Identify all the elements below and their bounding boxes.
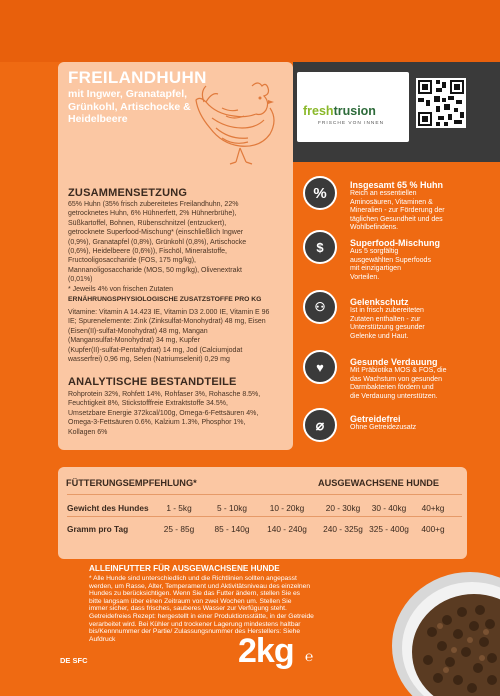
weight-row-label: Gewicht des Hundes — [67, 503, 149, 513]
feature-title: Getreidefrei — [350, 414, 401, 424]
top-strip — [0, 0, 500, 62]
feature-title: Superfood-Mischung — [350, 238, 440, 248]
feature-text: Reich an essentiellen Aminosäuren, Vitaminen & Mineralien - zur Förderung der täglichen Gesundheit und des Wohlbefindens. — [350, 190, 445, 232]
weight-cell: 20 - 30kg — [325, 503, 361, 513]
qr-code[interactable] — [416, 78, 466, 128]
grams-cell: 400+g — [421, 524, 445, 534]
grams-cell: 140 - 240g — [267, 524, 307, 534]
feature-text: Ist in frisch zubereiteten Zutaten enthalten - zur Unterstützung gesunder Gelenke und Haut. — [350, 307, 425, 340]
digestion-icon: ♥ — [303, 350, 337, 384]
feature-title: Insgesamt 65 % Huhn — [350, 180, 444, 190]
composition-text: 65% Huhn (35% frisch zubereitetes Freilandhuhn, 22% getrocknetes Huhn, 6% Hühnerfett, 2% Hühnerbrühe), Süßkartoffel, Bohnen, Rübenschnitzel (entzuckert), getrocknete Superfood-Mischung* (einschließlich Ingwer (0,9%), Granatapfel (0,8%), Grünkohl (0,8%), Artischocke (0,6%), Heidelbeere (0,6%)), Fischöl, Mineralstoffe, Fructooligosaccharide (FOS, 175 mg/kg), Mannanoligosaccharide (MOS, 50 mg/kg), Olivenextrakt (0,01%) * Jeweils 4% von frischen Zutaten — [68, 201, 247, 293]
analytics-text: Rohprotein 32%, Rohfett 14%, Rohfaser 3%, Rohasche 8.5%, Feuchtigkeit 8%, Stickstofffreie Extraktstoffe 34.5%, Umsetzbare Energie 372kcal/100g, Omega-6-Fettsäuren 4%, Omega-3-Fettsäuren 0.6%, Kalzium 1.3%, Phosphor 1%, Kollagen 6% — [68, 391, 261, 436]
additives-heading: ERNÄHRUNGSPHYSIOLOGISCHE ZUSATZSTOFFE PRO KG — [68, 296, 262, 303]
chicken-illustration — [192, 78, 288, 170]
grams-cell: 25 - 85g — [163, 524, 195, 534]
feature-text: Mit Präbiotika MOS & FOS, die das Wachstum von gesunden Darmbakterien fördern und die Verdauung unterstützen. — [350, 367, 447, 400]
footer-text: * Alle Hunde sind unterschiedlich und die Richtlinien sollten angepasst werden, um Rasse, Alter, Temperament und Aktivitätsniveau des einzelnen Hundes zu berücksichtigen. Wenn Sie das Futter ändern, stellen Sie es bitte langsam über einen Zeitraum von zwei Wochen um. Stellen Sie immer sicher, dass frisches, sauberes Wasser zur Verfügung steht. Getreidefreies Rezept: hergestellt in einer Produktionsstätte, in der Getreide verarbeitet wird. Bei Kühler und trockener Lagerung mindestens haltbar bis/Kennnummer der Partie/ Zulassungsnummer des Herstellers: Siehe Aufdruck — [89, 575, 314, 643]
food-bowl-image — [392, 562, 500, 696]
feature-text: Aus 5 sorgfältig ausgewählten Superfoods mit einzigartigen Vorteilen. — [350, 248, 431, 281]
grams-cell: 325 - 400g — [369, 524, 409, 534]
feature-text: Ohne Getreidezusatz — [350, 424, 417, 431]
footer-heading: ALLEINFUTTER FÜR AUSGEWACHSENE HUNDE — [89, 564, 280, 573]
weight-cell: 30 - 40kg — [371, 503, 407, 513]
feature-title: Gelenkschutz — [350, 297, 409, 307]
weight-cell: 5 - 10kg — [217, 503, 247, 513]
estimated-sign-icon: ℮ — [305, 648, 314, 664]
superfood-icon: $ — [303, 230, 337, 264]
composition-heading: ZUSAMMENSETZUNG — [68, 187, 188, 199]
grams-row-label: Gramm pro Tag — [67, 524, 129, 534]
percent-icon: % — [303, 176, 337, 210]
analytics-heading: ANALYTISCHE BESTANDTEILE — [68, 376, 237, 388]
product-title: FREILANDHUHN — [68, 68, 207, 87]
grams-cell: 240 - 325g — [323, 524, 363, 534]
brand-tagline: FRISCHE VON INNEN — [318, 121, 385, 126]
divider — [67, 494, 462, 495]
divider — [67, 516, 462, 517]
weight-cell: 40+kg — [421, 503, 445, 513]
product-subtitle: mit Ingwer, Granatapfel, Grünkohl, Artischocke & Heidelbeere — [68, 88, 191, 125]
weight-cell: 10 - 20kg — [269, 503, 305, 513]
joint-icon: ⚇ — [303, 290, 337, 324]
grams-cell: 85 - 140g — [214, 524, 250, 534]
feature-title: Gesunde Verdauung — [350, 357, 438, 367]
weight-cell: 1 - 5kg — [166, 503, 192, 513]
feeding-heading: FÜTTERUNGSEMPFEHLUNG* — [66, 478, 197, 488]
country-code: DE SFC — [60, 656, 88, 665]
net-weight: 2kg — [238, 632, 294, 670]
additives-text: Vitamine: Vitamin A 14.423 IE, Vitamin D3 2.000 IE, Vitamin E 96 IE; Spurenelemente: Zink (Zinksulfat-Monohydrat) 48 mg, Eisen (Eisen(II)-sulfat-Monohydrat) 48 mg, Mangan (Mangansulfat-Monohydrat) 34 mg, Kupfer (Kupfer(II)-sulfat-Pentahydrat) 14 mg, Jod (Calciumjodat wasserfrei) 0,96 mg, Selen (Natriumselenit) 0,29 mg — [68, 309, 270, 364]
feeding-target: AUSGEWACHSENE HUNDE — [318, 478, 439, 488]
grain-free-icon: ⌀ — [303, 408, 337, 442]
brand-logo: freshtrusion — [303, 104, 376, 118]
